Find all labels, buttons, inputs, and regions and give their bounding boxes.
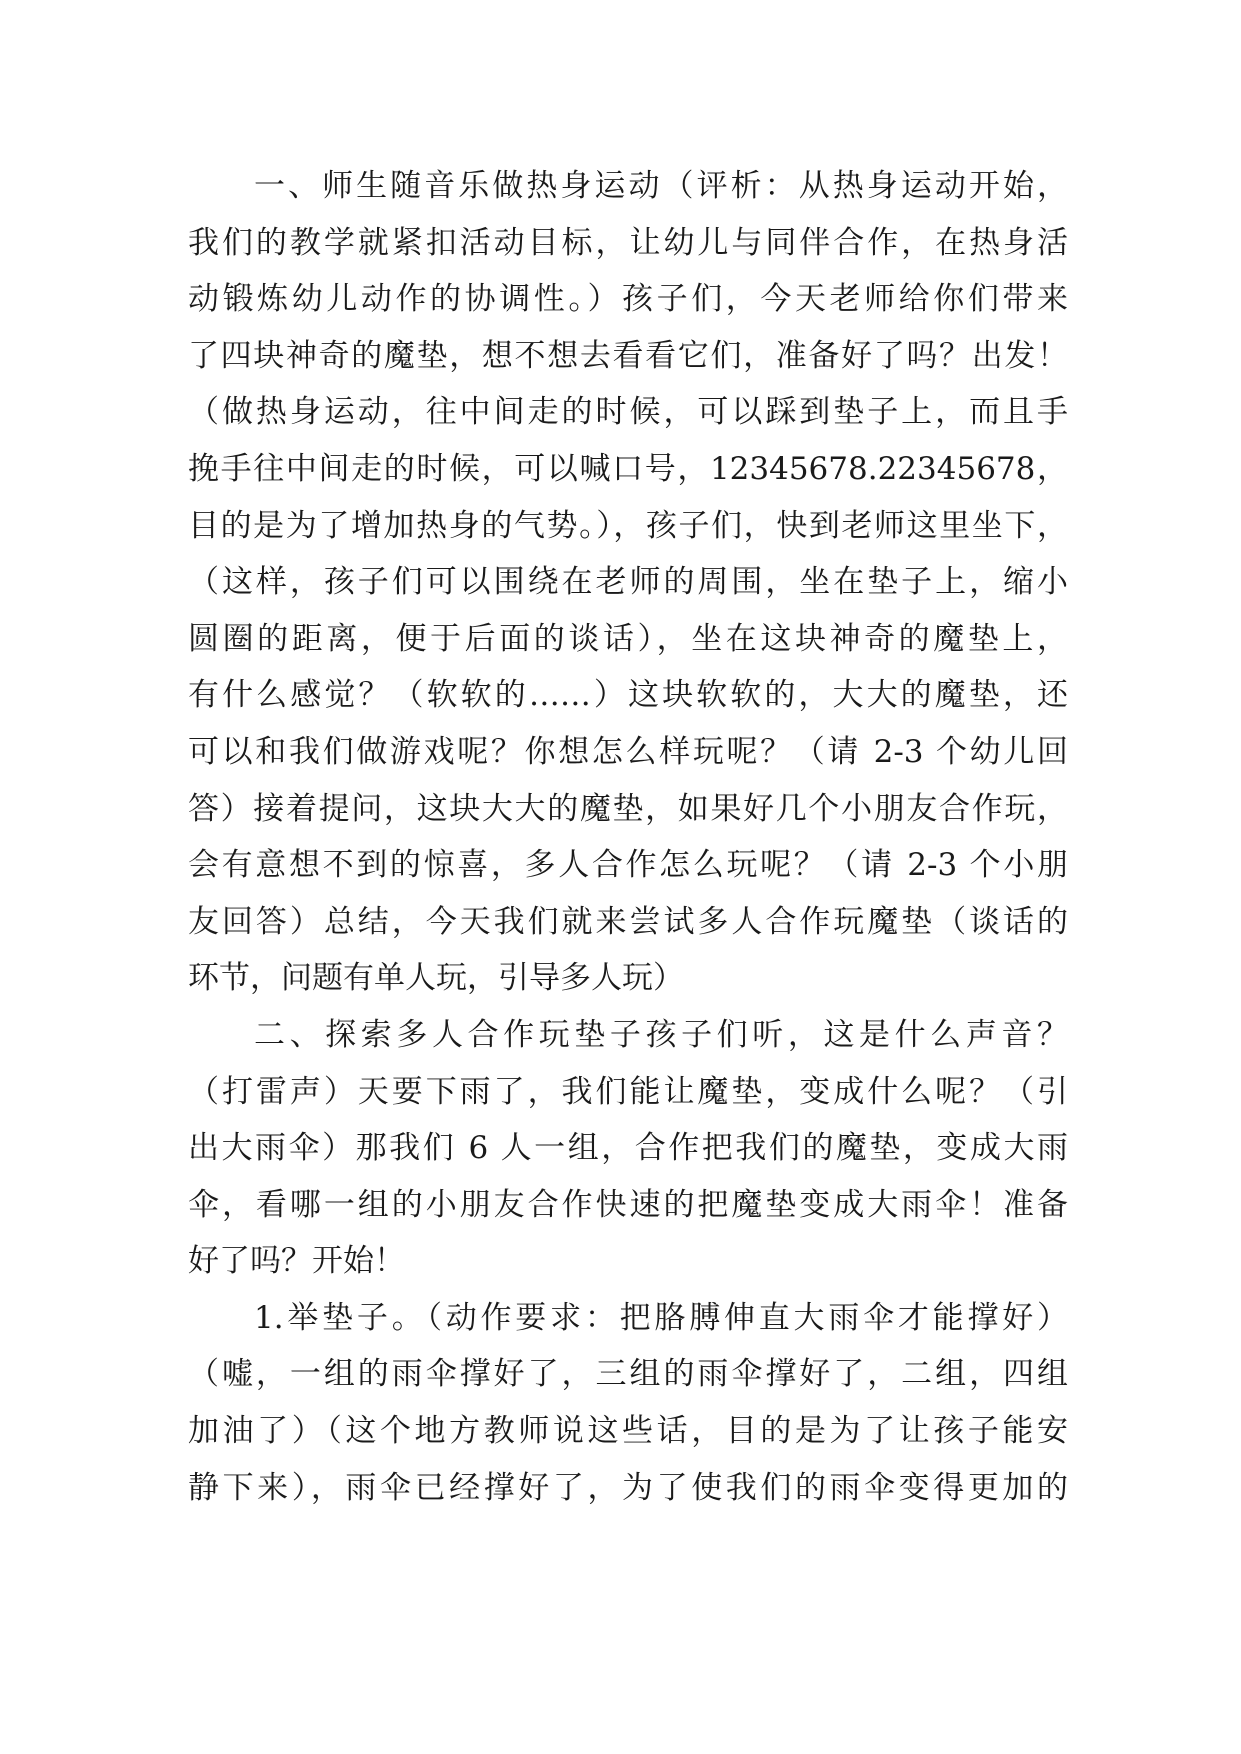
text-line: 可以和我们做游戏呢？你想怎么样玩呢？（请 2-3 个幼儿回 — [188, 733, 1068, 770]
text-line: 加油了）（这个地方教师说这些话，目的是为了让孩子能安 — [188, 1413, 1068, 1450]
text-line: 会有意想不到的惊喜，多人合作怎么玩呢？（请 2-3 个小朋 — [188, 847, 1068, 884]
text-line: 动锻炼幼儿动作的协调性。）孩子们，今天老师给你们带来 — [188, 281, 1068, 318]
text-line: （打雷声）天要下雨了，我们能让魔垫，变成什么呢？（引 — [188, 1073, 1068, 1110]
text-line: （嘘，一组的雨伞撑好了，三组的雨伞撑好了，二组，四组 — [188, 1356, 1068, 1393]
text-line: 二、探索多人合作玩垫子孩子们听，这是什么声音？ — [254, 1016, 1068, 1053]
text-line: 一、师生随音乐做热身运动（评析：从热身运动开始， — [254, 168, 1068, 204]
text-line: 答）接着提问，这块大大的魔垫，如果好几个小朋友合作玩， — [188, 790, 1068, 827]
text-line: 挽手往中间走的时候，可以喊口号，12345678.22345678， — [188, 450, 1068, 487]
text-line: 圆圈的距离，便于后面的谈话），坐在这块神奇的魔垫上， — [188, 620, 1068, 657]
text-line: 伞，看哪一组的小朋友合作快速的把魔垫变成大雨伞！准备 — [188, 1186, 1068, 1223]
text-line: 环节，问题有单人玩，引导多人玩） — [188, 960, 684, 997]
text-line: （这样，孩子们可以围绕在老师的周围，坐在垫子上，缩小 — [188, 564, 1068, 601]
text-line: 静下来），雨伞已经撑好了，为了使我们的雨伞变得更加的 — [188, 1469, 1068, 1506]
body-text — [188, 158, 1068, 1516]
text-line: 1.举垫子。（动作要求：把胳膊伸直大雨伞才能撑好） — [254, 1299, 1068, 1336]
text-line: 出大雨伞）那我们 6 人一组，合作把我们的魔垫，变成大雨 — [188, 1130, 1068, 1167]
text-line: （做热身运动，往中间走的时候，可以踩到垫子上，而且手 — [188, 394, 1068, 431]
text-line: 友回答）总结，今天我们就来尝试多人合作玩魔垫（谈话的 — [188, 903, 1068, 940]
text-line: 目的是为了增加热身的气势。），孩子们，快到老师这里坐下， — [188, 507, 1068, 544]
text-line: 好了吗？开始！ — [188, 1243, 405, 1280]
text-line: 有什么感觉？（软软的……）这块软软的，大大的魔垫，还 — [188, 677, 1068, 714]
text-line: 了四块神奇的魔垫，想不想去看看它们，准备好了吗？出发！ — [188, 337, 1068, 374]
text-line: 我们的教学就紧扣活动目标，让幼儿与同伴合作，在热身活 — [188, 224, 1068, 261]
